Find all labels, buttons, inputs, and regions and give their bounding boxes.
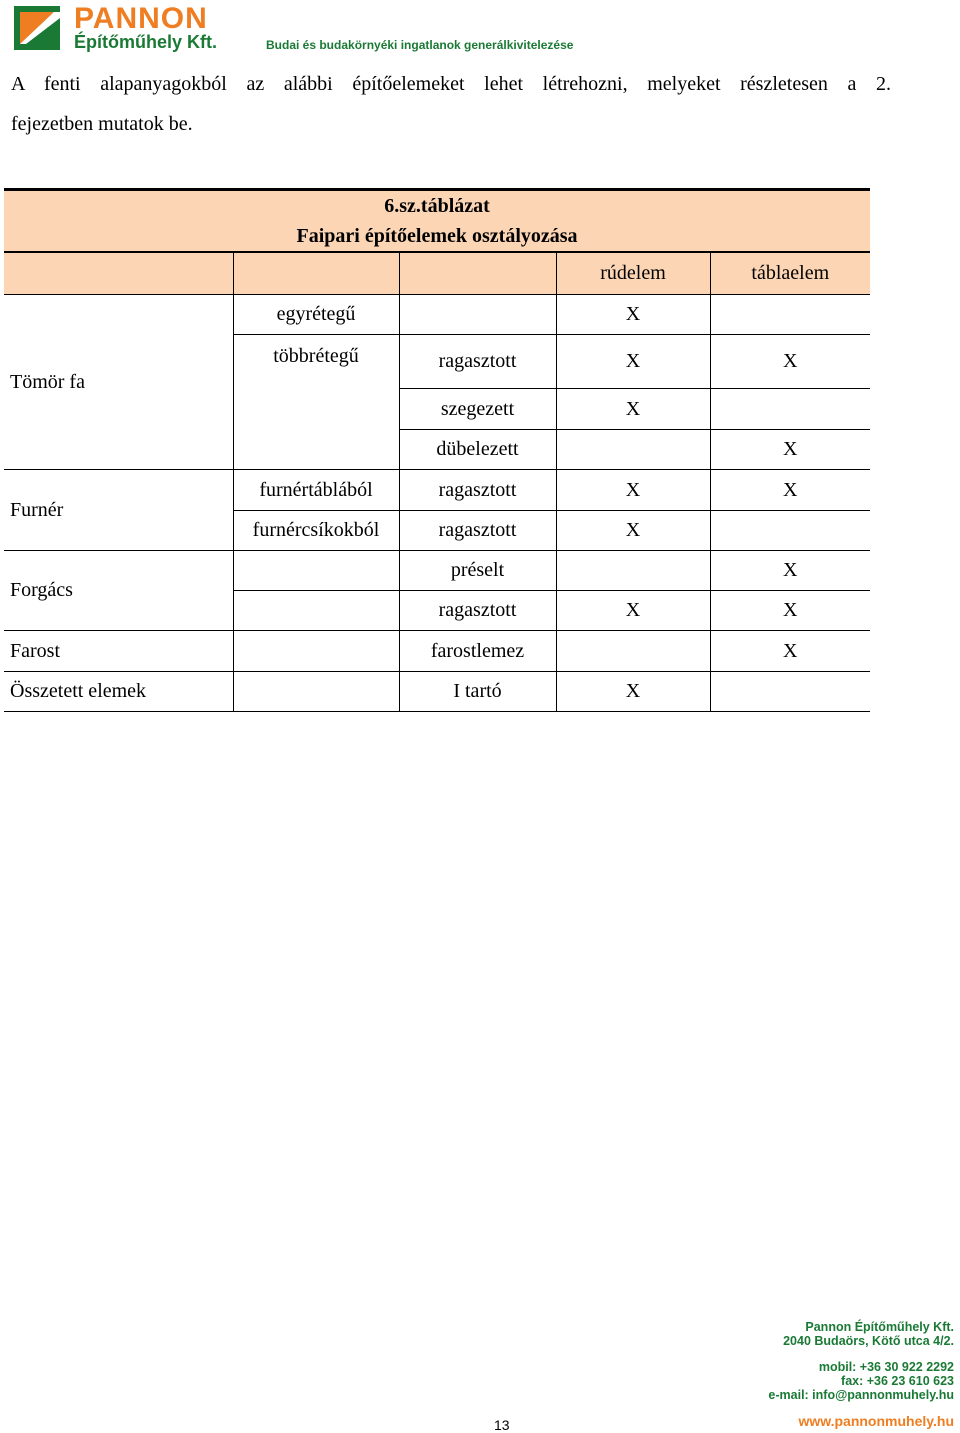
mark-tablaelem: X [710,430,870,470]
mark-tablaelem: X [710,631,870,672]
type-farostlemez: farostlemez [399,631,556,672]
subtype-egyretegu: egyrétegű [233,295,399,335]
footer-email: e-mail: info@pannonmuhely.hu [768,1388,954,1402]
subtype-tobbretegu: többrétegű [233,335,399,389]
type-ragasztott: ragasztott [399,591,556,631]
type-ragasztott: ragasztott [399,470,556,511]
table-row [4,631,870,672]
mark-rudelem: X [556,672,710,712]
mark-empty [556,551,710,591]
mark-tablaelem: X [710,470,870,511]
row-label-furner: Furnér [4,470,233,551]
brand-subtitle: Építőműhely Kft. [74,32,217,52]
footer-company: Pannon Építőműhely Kft. [805,1320,954,1334]
pannon-logo-icon [14,6,60,50]
subtype-empty [233,631,399,672]
intro-line-2: fejezetben mutatok be. [11,113,193,135]
row-label-forgacs: Forgács [4,551,233,631]
mark-rudelem: X [556,335,710,389]
table-row [4,295,870,335]
row-label-tomor-fa: Tömör fa [4,295,233,470]
mark-tablaelem: X [710,551,870,591]
mark-rudelem: X [556,389,710,430]
type-i-tarto: I tartó [399,672,556,712]
type-preselt: préselt [399,551,556,591]
header-cell-empty [233,252,399,295]
subtype-empty [233,430,399,470]
type-ragasztott: ragasztott [399,335,556,389]
subtype-furnercsikokbol: furnércsíkokból [233,511,399,551]
table-header-row [4,252,870,295]
mark-tablaelem: X [710,591,870,631]
mark-rudelem: X [556,470,710,511]
type-empty [399,295,556,335]
header-rudelem: rúdelem [556,252,710,295]
brand-name: PANNON [74,2,208,35]
subtype-empty [233,591,399,631]
footer-website: www.pannonmuhely.hu [798,1413,954,1429]
page-number: 13 [494,1417,510,1433]
footer-fax: fax: +36 23 610 623 [841,1374,954,1388]
row-label-osszetett: Összetett elemek [4,672,233,712]
subtype-empty [233,389,399,430]
classification-table [4,188,870,712]
type-dubelezett: dübelezett [399,430,556,470]
header-cell-empty [399,252,556,295]
subtype-empty [233,672,399,712]
header-cell-empty [4,252,233,295]
table-row [4,551,870,591]
table-title: Faipari építőelemek osztályozása [296,225,578,247]
type-szegezett: szegezett [399,389,556,430]
type-ragasztott: ragasztott [399,511,556,551]
footer-address: 2040 Budaörs, Kötő utca 4/2. [783,1334,954,1348]
table-caption [4,190,870,253]
header-tablaelem: táblaelem [710,252,870,295]
mark-empty [710,389,870,430]
footer-mobile: mobil: +36 30 922 2292 [818,1360,954,1374]
mark-empty [710,295,870,335]
table-number: 6.sz.táblázat [384,195,490,217]
mark-empty [556,430,710,470]
mark-empty [710,672,870,712]
row-label-farost: Farost [4,631,233,672]
mark-empty [556,631,710,672]
table-row [4,672,870,712]
intro-line-1: A fenti alapanyagokból az alábbi építőelemeket lehet létrehozni, melyeket részletesen a 2. [11,73,891,95]
brand-tagline: Budai és budakörnyéki ingatlanok generálkivitelezése [266,38,574,52]
page-header [14,2,614,52]
table-row [4,470,870,511]
mark-rudelem: X [556,591,710,631]
mark-rudelem: X [556,295,710,335]
mark-rudelem: X [556,511,710,551]
page-footer-contact [768,1320,954,1428]
table-caption-row [4,190,870,253]
mark-empty [710,511,870,551]
intro-paragraph [11,64,891,144]
subtype-furnertablabol: furnértáblából [233,470,399,511]
subtype-empty [233,551,399,591]
mark-tablaelem: X [710,335,870,389]
